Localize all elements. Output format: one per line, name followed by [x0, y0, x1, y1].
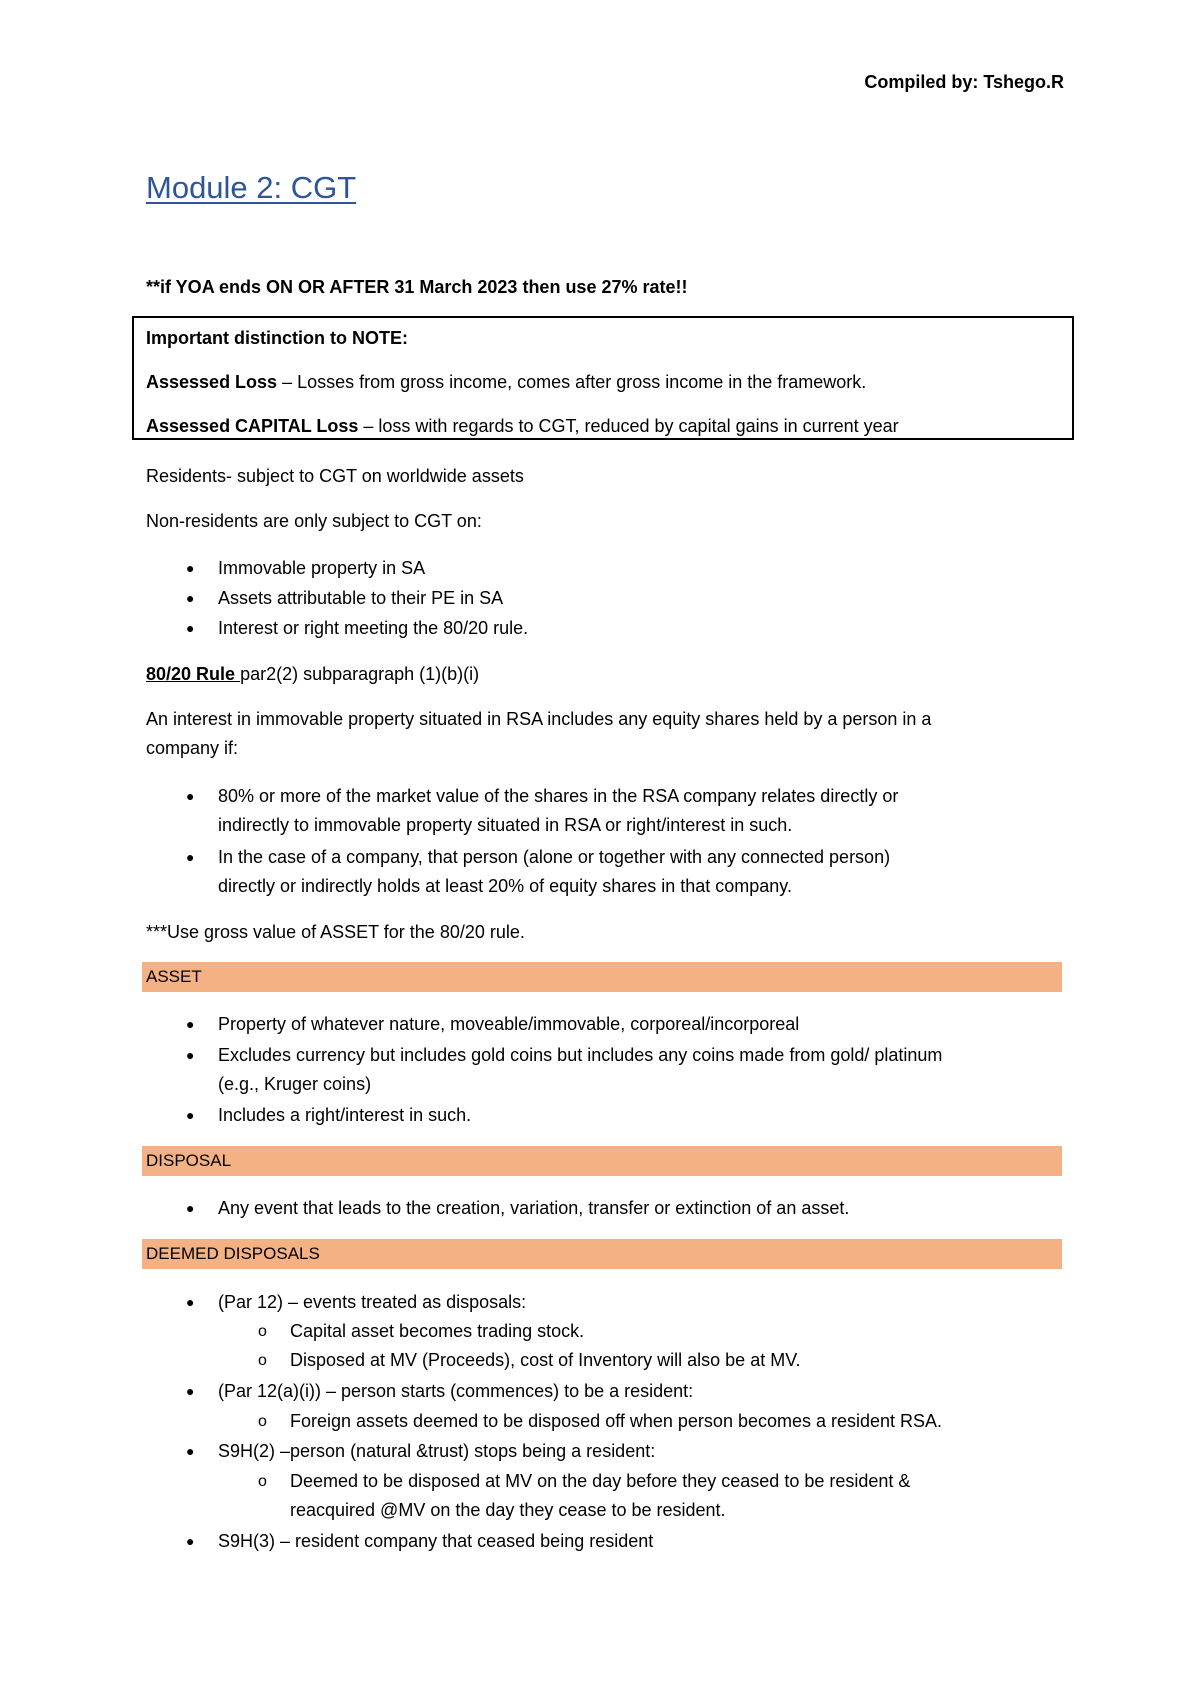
- definition-assessed-capital-loss: – loss with regards to CGT, reduced by capital gains in current year: [358, 416, 899, 436]
- list-item-text: S9H(2) –person (natural &trust) stops being a resident:: [218, 1441, 656, 1461]
- gross-value-note: ***Use gross value of ASSET for the 80/20 rule.: [146, 922, 525, 942]
- sub-list-item-text: Capital asset becomes trading stock.: [290, 1321, 585, 1341]
- list-item-text: Assets attributable to their PE in SA: [218, 588, 504, 608]
- bullet-icon: ●: [186, 1047, 195, 1063]
- sub-list-item-text: Foreign assets deemed to be disposed off when person becomes a resident RSA.: [290, 1411, 943, 1431]
- sub-list-item-text: reacquired @MV on the day they cease to be resident.: [290, 1500, 726, 1520]
- bullet-icon: ●: [186, 1200, 195, 1216]
- list-item-text: Interest or right meeting the 80/20 rule.: [218, 618, 529, 638]
- rule-heading: [146, 660, 479, 689]
- section-heading-asset: ASSET: [142, 962, 1062, 992]
- interest-paragraph-line-2: company if:: [146, 738, 239, 758]
- sub-bullet-icon: o: [258, 1323, 267, 1340]
- bullet-icon: ●: [186, 1383, 195, 1399]
- note-box-line-capital-loss: [146, 414, 899, 438]
- term-assessed-capital-loss: Assessed CAPITAL Loss: [146, 416, 359, 436]
- residents-text: Residents- subject to CGT on worldwide assets: [146, 466, 524, 486]
- sub-bullet-icon: o: [258, 1352, 267, 1369]
- term-assessed-loss: Assessed Loss: [146, 372, 278, 392]
- rate-note: **if YOA ends ON OR AFTER 31 March 2023 then use 27% rate!!: [146, 277, 688, 297]
- list-item-text: indirectly to immovable property situated in RSA or right/interest in such.: [218, 815, 793, 835]
- definition-assessed-loss: – Losses from gross income, comes after gross income in the framework.: [277, 372, 867, 392]
- sub-list-item-text: Deemed to be disposed at MV on the day before they ceased to be resident &: [290, 1471, 911, 1491]
- list-item-text: Excludes currency but includes gold coins but includes any coins made from gold/ platinum: [218, 1045, 943, 1065]
- page-title: Module 2: CGT: [146, 170, 357, 205]
- bullet-icon: ●: [186, 1107, 195, 1123]
- list-item-text: (Par 12(a)(i)) – person starts (commences) to be a resident:: [218, 1381, 694, 1401]
- list-item-text: (Par 12) – events treated as disposals:: [218, 1292, 527, 1312]
- bullet-icon: ●: [186, 788, 195, 804]
- list-item-text: 80% or more of the market value of the shares in the RSA company relates directly or: [218, 786, 899, 806]
- bullet-icon: ●: [186, 560, 195, 576]
- list-item-text: Any event that leads to the creation, variation, transfer or extinction of an asset.: [218, 1198, 850, 1218]
- bullet-icon: ●: [186, 590, 195, 606]
- list-item-text: Includes a right/interest in such.: [218, 1105, 472, 1125]
- sub-list-item-text: Disposed at MV (Proceeds), cost of Inventory will also be at MV.: [290, 1350, 801, 1370]
- list-item-text: (e.g., Kruger coins): [218, 1074, 372, 1094]
- bullet-icon: ●: [186, 1294, 195, 1310]
- rule-heading-title: 80/20 Rule: [146, 664, 241, 684]
- section-heading-deemed-disposals: DEEMED DISPOSALS: [142, 1239, 1062, 1269]
- list-item-text: Immovable property in SA: [218, 558, 426, 578]
- sub-bullet-icon: o: [258, 1413, 267, 1430]
- note-box-heading: Important distinction to NOTE:: [146, 328, 408, 348]
- non-residents-text: Non-residents are only subject to CGT on:: [146, 511, 482, 531]
- interest-paragraph-line-1: An interest in immovable property situated in RSA includes any equity shares held by a person in a: [146, 709, 932, 729]
- bullet-icon: ●: [186, 849, 195, 865]
- list-item-text: S9H(3) – resident company that ceased being resident: [218, 1531, 654, 1551]
- section-heading-disposal: DISPOSAL: [142, 1146, 1062, 1176]
- compiled-by: Compiled by: Tshego.R: [864, 72, 1064, 92]
- sub-bullet-icon: o: [258, 1473, 267, 1490]
- list-item-text: Property of whatever nature, moveable/immovable, corporeal/incorporeal: [218, 1014, 800, 1034]
- list-item-text: In the case of a company, that person (alone or together with any connected person): [218, 847, 891, 867]
- bullet-icon: ●: [186, 1443, 195, 1459]
- bullet-icon: ●: [186, 620, 195, 636]
- bullet-icon: ●: [186, 1016, 195, 1032]
- list-item-text: directly or indirectly holds at least 20% of equity shares in that company.: [218, 876, 792, 896]
- note-box: [132, 316, 1074, 440]
- bullet-icon: ●: [186, 1533, 195, 1549]
- note-box-line-assessed-loss: [146, 370, 866, 394]
- rule-heading-reference: par2(2) subparagraph (1)(b)(i): [240, 664, 480, 684]
